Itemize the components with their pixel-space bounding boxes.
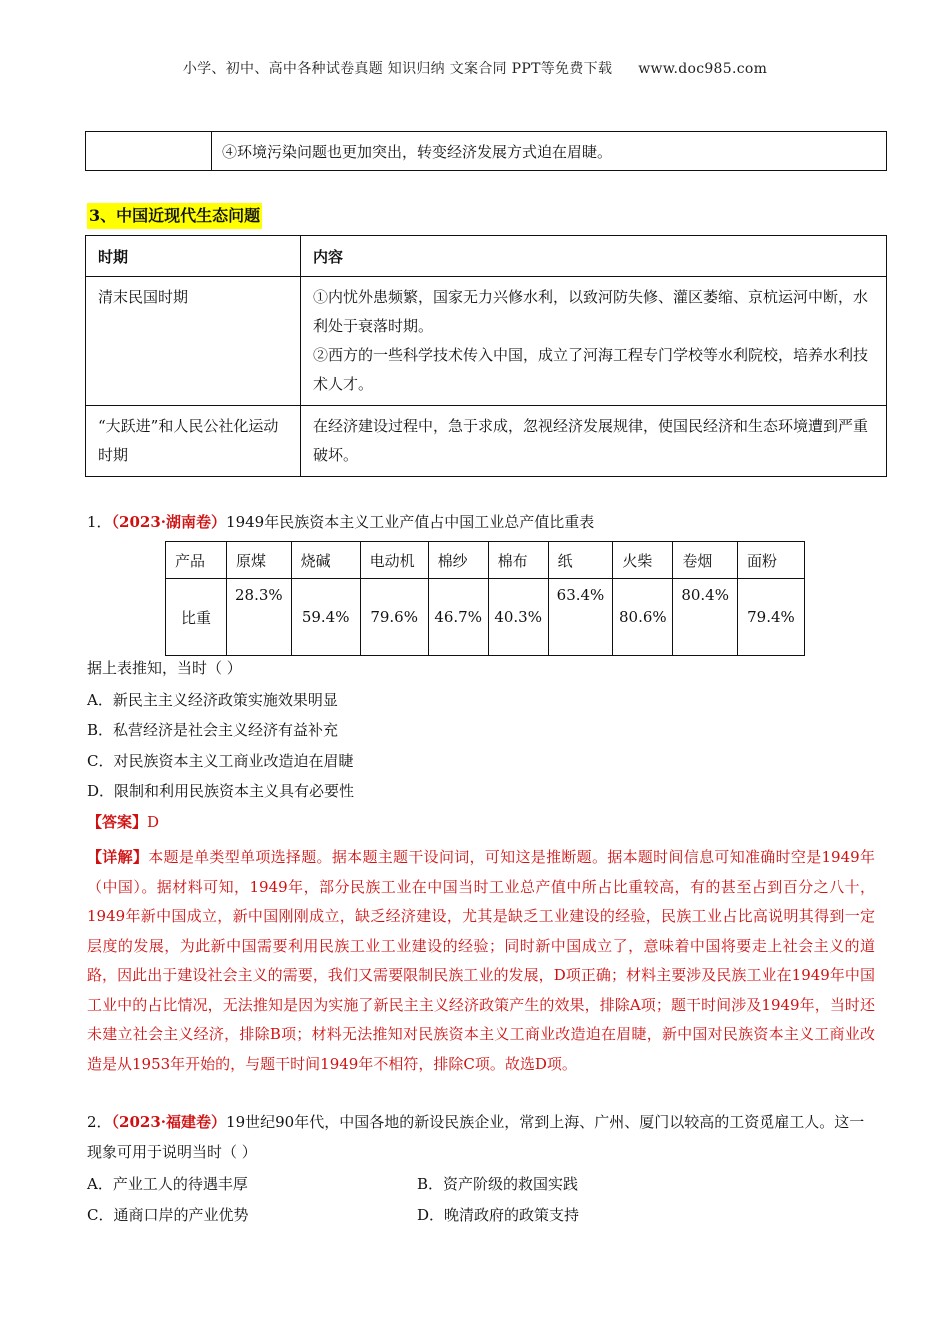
option-d[interactable]: D．限制和利用民族资本主义具有必要性: [87, 782, 355, 800]
question-stem: 19世纪90年代，中国各地的新设民族企业，常到上海、广州、厦门以较高的工资觅雇工人。这一现象可用于说明当时（ ）: [87, 1113, 865, 1161]
product-cell: 卷烟: [673, 542, 738, 579]
header-period: 时期: [86, 236, 301, 277]
row-label: 产品: [166, 542, 227, 579]
share-cell: 79.6%: [360, 579, 428, 656]
option-b[interactable]: B．私营经济是社会主义经济有益补充: [87, 721, 339, 739]
option-d[interactable]: D．晚清政府的政策支持: [417, 1206, 580, 1224]
answer-label: 【答案】: [87, 813, 148, 831]
share-cell: 40.3%: [488, 579, 548, 656]
content-line: ②西方的一些科学技术传入中国，成立了河海工程专门学校等水利院校，培养水利技术人才。: [313, 346, 869, 393]
question-source: （2023·福建卷）: [111, 1113, 227, 1131]
ecology-table: [85, 235, 887, 477]
share-cell: 80.4%: [673, 579, 738, 656]
option-c[interactable]: C．通商口岸的产业优势: [87, 1206, 249, 1224]
product-cell: 烧碱: [291, 542, 360, 579]
question-1-stem: [87, 508, 877, 537]
answer-value: D: [147, 813, 160, 831]
header-site: www.doc985.com: [638, 61, 768, 77]
share-cell: 46.7%: [428, 579, 488, 656]
product-cell: 火柴: [613, 542, 673, 579]
question-2-stem: [87, 1108, 877, 1167]
question-source: （2023·湖南卷）: [111, 513, 227, 531]
table-row: [86, 406, 887, 477]
share-cell: 80.6%: [613, 579, 673, 656]
header-content: 内容: [301, 236, 887, 277]
content-cell: [301, 406, 887, 477]
continued-table: [85, 131, 887, 171]
table-cell: ④环境污染问题也更加突出，转变经济发展方式迫在眉睫。: [212, 132, 887, 171]
analysis-text: 本题是单类型单项选择题。据本题主题干设问词，可知这是推断题。据本题时间信息可知准确时空是1949年（中国）。据材料可知，1949年，部分民族工业在中国当时工业总产值中所占比重较高，有的甚至占到百分之八十，1949年新中国成立，新中国刚刚成立，缺乏经济建设，尤其是缺乏工业建设的经验，民族工业占比高说明其得到一定层度的发展，为此新中国需要利用民族工业工业建设的经验；同时新中国成立了，意味着中国将要走上社会主义的道路，因此出于建设社会主义的需要，我们又需要限制民族工业的发展，D项正确；材料主要涉及民族工业在1949年中国工业中的占比情况，无法推知是因为实施了新民主主义经济政策产生的效果，排除A项；题干时间涉及1949年，当时还未建立社会主义经济，排除B项；材料无法推知对民族资本主义工商业改造迫在眉睫，新中国对民族资本主义工商业改造是从1953年开始的，与题干时间1949年不相符，排除C项。故选D项。: [87, 848, 875, 1073]
product-cell: 电动机: [360, 542, 428, 579]
row-label: 比重: [166, 579, 227, 656]
product-cell: 棉纱: [428, 542, 488, 579]
question-number: 1．: [87, 513, 112, 531]
share-cell: 59.4%: [291, 579, 360, 656]
header-text: 小学、初中、高中各种试卷真题 知识归纳 文案合同 PPT等免费下载: [182, 61, 613, 77]
period-cell: 清末民国时期: [86, 277, 301, 406]
product-cell: 棉布: [488, 542, 548, 579]
answer-line: [87, 810, 159, 834]
analysis-label: 【详解】: [87, 848, 149, 866]
content-cell: [301, 277, 887, 406]
page-header: [0, 58, 950, 78]
table-row-shares: [166, 579, 805, 656]
table-cell-empty: [86, 132, 212, 171]
share-cell: 28.3%: [227, 579, 292, 656]
table-row: [86, 277, 887, 406]
content-line: ①内忧外患频繁，国家无力兴修水利，以致河防失修、灌区萎缩、京杭运河中断，水利处于衰落时期。: [313, 288, 869, 335]
question-prompt: 据上表推知，当时（ ）: [87, 659, 242, 677]
option-c[interactable]: C．对民族资本主义工商业改造迫在眉睫: [87, 752, 354, 770]
question-number: 2．: [87, 1113, 112, 1131]
share-cell: 63.4%: [548, 579, 613, 656]
table-row: [86, 132, 887, 171]
table-row-products: [166, 542, 805, 579]
product-cell: 原煤: [227, 542, 292, 579]
product-cell: 面粉: [737, 542, 804, 579]
industry-share-table: [165, 541, 805, 656]
option-a[interactable]: A．产业工人的待遇丰厚: [87, 1175, 248, 1193]
table-header-row: [86, 236, 887, 277]
section-title: 3、中国近现代生态问题: [87, 203, 262, 229]
option-a[interactable]: A．新民主主义经济政策实施效果明显: [87, 691, 338, 709]
content-line: 在经济建设过程中，急于求成，忽视经济发展规律，使国民经济和生态环境遭到严重破坏。: [313, 417, 869, 464]
product-cell: 纸: [548, 542, 613, 579]
share-cell: 79.4%: [737, 579, 804, 656]
analysis-paragraph: [87, 843, 875, 1079]
period-cell: “大跃进”和人民公社化运动时期: [86, 406, 301, 477]
option-b[interactable]: B．资产阶级的救国实践: [417, 1175, 579, 1193]
question-stem: 1949年民族资本主义工业产值占中国工业总产值比重表: [226, 513, 595, 531]
